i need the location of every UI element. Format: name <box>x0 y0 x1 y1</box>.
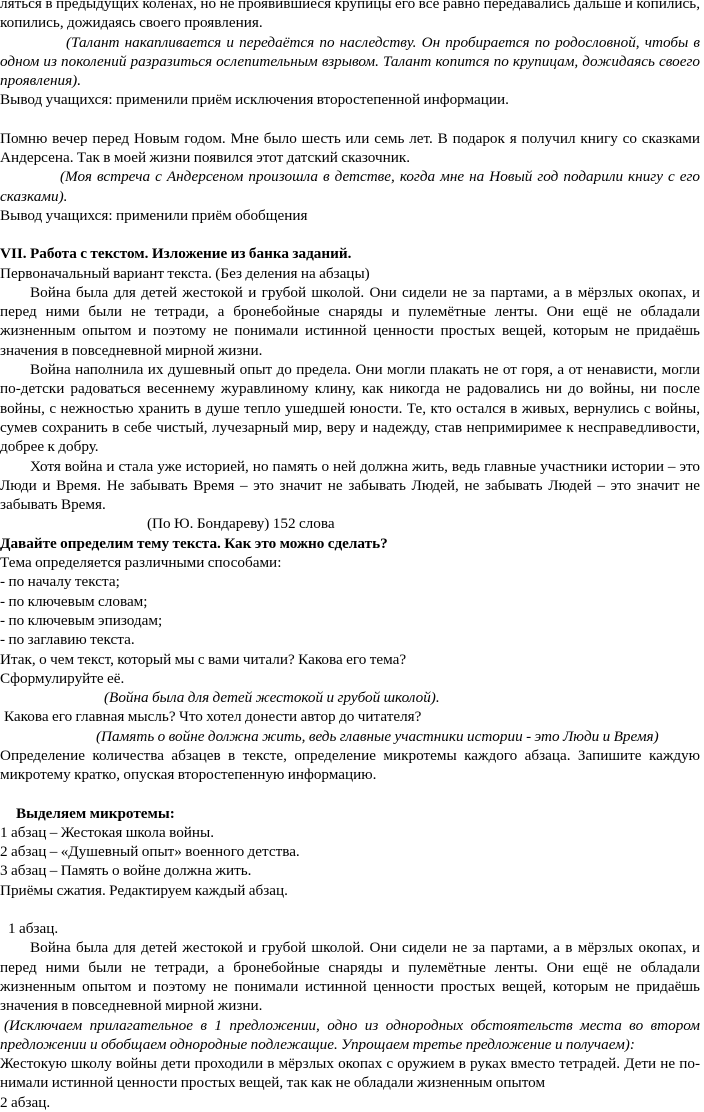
microthemes-heading: Выделяем микротемы: <box>16 804 175 822</box>
text-source: (По Ю. Бондареву) 152 слова <box>147 515 335 533</box>
spacer <box>0 900 700 919</box>
methods-intro: Тема определяется различными способами: <box>0 554 282 572</box>
text-paragraph-2: Война наполнила их душевный опыт до предела. Они могли плакать не от горя, а от ненависти, могли по-детски радоваться весеннему журавлиному клину, как никогда не радовались ни до войны, ни после войны, с нежностью хранить в душе тепло ушедшей юности. Те, кто остался в живых, вернулись с войны, сумев сохранить в себе чистый, лучезарный мир, веру и надежду, став непримиримее к несправедливости, добрее к добру. <box>0 361 700 456</box>
intro-paragraph-2: Помню вечер перед Новым годом. Мне было шесть или семь лет. В подарок я получил книгу со сказками Андерсена. Так в моей жизни появился этот датский сказочник. <box>0 129 700 167</box>
method-item: - по заглавию текста. <box>0 631 135 649</box>
section-subheading: Первоначальный вариант текста. (Без деления на абзацы) <box>0 264 370 282</box>
formulate-prompt: Сформулируйте её. <box>0 669 125 687</box>
method-item: - по началу текста; <box>0 573 120 591</box>
section-heading: VII. Работа с текстом. Изложение из банка заданий. <box>0 245 352 263</box>
compression-heading: Приёмы сжатия. Редактируем каждый абзац. <box>0 881 288 899</box>
paragraph-2-label: 2 абзац. <box>0 1093 51 1111</box>
method-item: - по ключевым эпизодам; <box>0 611 163 629</box>
spacer <box>0 110 700 129</box>
theme-question-2: Итак, о чем текст, который мы с вами читали? Какова его тема? <box>0 650 407 668</box>
paragraph-1-note: (Исключаем прилагательное в 1 предложении, одно из однородных обстоятельств места во втором предложении и обобщаем однородные подлежащие. Упрощаем третье предложение и получаем): <box>0 1016 700 1053</box>
text-paragraph-3: Хотя война и стала уже историей, но память о ней должна жить, ведь главные участники истории – это Люди и Время. Не забывать Время – это значит не забывать Людей, не забывать Людей – это значит не забывать Время. <box>0 457 700 514</box>
text-paragraph-1: Война была для детей жестокой и грубой школой. Они сидели не за партами, а в мёрзлых окопах, и перед ними были не тетради, а бронебойные снаряды и пулемётные ленты. Они ещё не обладали жизненным опытом и поэтому не понимали истинной ценности простых вещей, которым не придаёшь значения в повседневной мирной жизни. <box>0 283 700 359</box>
main-idea-answer: (Память о войне должна жить, ведь главные участники истории - это Люди и Время) <box>96 727 659 745</box>
spacer <box>0 225 700 244</box>
intro-paragraph-1: ляться в предыдущих коленах, но не проявившиеся крупицы его все равно передавались дальше и копились, копились, дожидаясь своего проявления. <box>0 0 700 32</box>
student-conclusion-1: Вывод учащихся: применили приём исключения второстепенной информации. <box>0 91 509 109</box>
theme-answer: (Война была для детей жестокой и грубой школой). <box>104 689 440 707</box>
paragraph-1-result: Жестокую школу войны дети проходили в мёрзлых окопах с оружием в руках вместо тетрадей. Дети не понимали истинной ценности простых вещей, так как не обладали жизненным опытом <box>0 1055 700 1092</box>
theme-question: Давайте определим тему текста. Как это можно сделать? <box>0 534 388 552</box>
task-instruction: Определение количества абзацев в тексте, определение микротемы каждого абзаца. Запишите каждую микротему кратко, опуская второстепенную информацию. <box>0 746 700 784</box>
spacer <box>0 785 700 804</box>
microtheme-item: 1 абзац – Жестокая школа войны. <box>0 823 215 841</box>
microtheme-item: 2 абзац – «Душевный опыт» военного детства. <box>0 843 300 861</box>
paragraph-1-label: 1 абзац. <box>8 920 59 938</box>
method-item: - по ключевым словам; <box>0 592 148 610</box>
intro-italic-summary-2: (Моя встреча с Андерсеном произошла в детстве, когда мне на Новый год подарили книгу с его сказками). <box>0 168 700 205</box>
main-idea-question: Какова его главная мысль? Что хотел донести автор до читателя? <box>4 708 422 726</box>
microtheme-item: 3 абзац – Память о войне должна жить. <box>0 862 252 880</box>
student-conclusion-2: Вывод учащихся: применили приём обобщения <box>0 206 308 224</box>
paragraph-1-text: Война была для детей жестокой и грубой школой. Они сидели не за партами, а в мёрзлых окопах, и перед ними были не тетради, а бронебойные снаряды и пулемётные ленты. Они ещё не обладали жизненным опытом и поэтому не понимали истинной ценности простых вещей, которым не придаёшь значения в повседневной мирной жизни. <box>0 939 700 1015</box>
intro-italic-summary-1: (Талант накапливается и передаётся по наследству. Он пробирается по родословной, чтобы в одном из поколений разразиться ослепительным взрывом. Талант копится по крупицам, дожидаясь своего проявления). <box>0 33 700 90</box>
